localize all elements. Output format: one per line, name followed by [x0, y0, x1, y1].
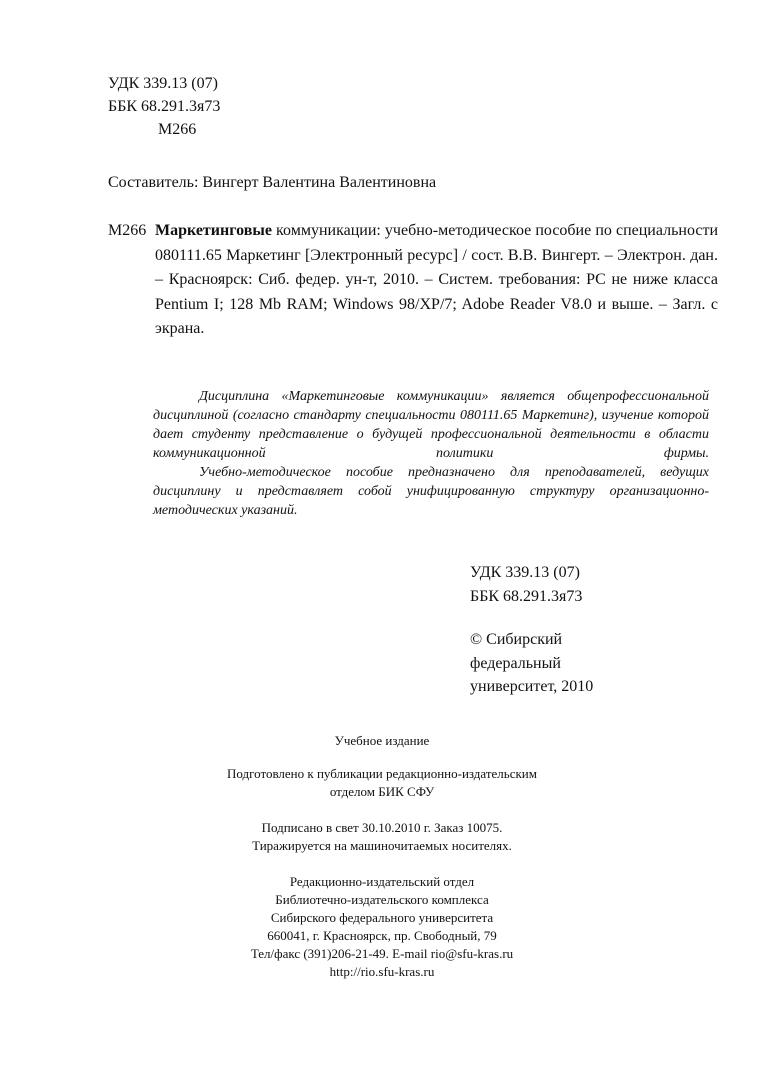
publisher-address: 660041, г. Красноярск, пр. Свободный, 79 — [267, 928, 497, 943]
record-code: М266 — [108, 222, 147, 239]
publisher-info — [0, 873, 764, 981]
publisher-website: http://rio.sfu-kras.ru — [329, 964, 435, 979]
publisher-line: Редакционно-издательский отдел — [289, 874, 475, 889]
record-text — [155, 219, 718, 342]
copyright-line: © Сибирский — [470, 631, 563, 648]
copyright-block — [470, 561, 593, 699]
udk-code-repeat: УДК 339.13 (07) — [470, 564, 580, 581]
publication-note — [0, 819, 764, 855]
record-description: коммуникации: учебно-методическое пособие по специальности 080111.65 Маркетинг [Электронный ресурс] / сост. В.В. Вингерт. – Электрон. дан. – Красноярск: Сиб. федер. ун-т, 2010. – Систем. требования: PC не ниже класса Pentium I; 128 Mb RAM; Windows 98/XP/7; Adobe Reader V8.0 и выше. – Загл. с экрана. — [155, 222, 719, 337]
publisher-line: Библиотечно-издательского комплекса — [275, 892, 489, 907]
bbk-code-repeat: ББК 68.291.3я73 — [470, 587, 583, 605]
udk-code: УДК 339.13 (07) — [108, 75, 218, 92]
prepared-line: Подготовлено к публикации редакционно-издательским — [226, 766, 537, 781]
classification-block — [108, 72, 220, 141]
author-sign: М266 — [158, 121, 197, 138]
record-title: Маркетинговые — [155, 222, 272, 239]
copyright-line: федеральный — [470, 654, 561, 672]
compiler-line: Составитель: Вингерт Валентина Валентиновна — [108, 174, 437, 191]
replicated-line: Тиражируется на машиночитаемых носителях. — [252, 838, 512, 853]
abstract-paragraph: Учебно-методическое пособие предназначено для преподавателей, ведущих дисциплину и представляет собой унифицированную структуру организационно-методических указаний. — [153, 465, 709, 518]
prepared-line: отделом БИК СФУ — [329, 784, 435, 799]
bibliographic-record — [108, 219, 718, 342]
bbk-code: ББК 68.291.3я73 — [108, 98, 221, 115]
edition-type-text: Учебное издание — [334, 733, 430, 748]
signed-line: Подписано в свет 30.10.2010 г. Заказ 10075. — [261, 820, 503, 835]
publisher-line: Сибирского федерального университета — [270, 910, 494, 925]
copyright-line: университет, 2010 — [470, 678, 594, 695]
edition-type — [0, 732, 764, 750]
abstract — [153, 387, 709, 520]
publisher-contacts: Тел/факс (391)206-21-49. E-mail rio@sfu-kras.ru — [250, 946, 514, 961]
prepared-note — [0, 765, 764, 801]
abstract-paragraph: Дисциплина «Маркетинговые коммуникации» является общепрофессиональной дисциплиной (согласно стандарту специальности 080111.65 Маркетинг), изучение которой дает студенту представление о будущей профессиональной деятельности в области коммуникационной политики фирмы. — [153, 389, 709, 461]
